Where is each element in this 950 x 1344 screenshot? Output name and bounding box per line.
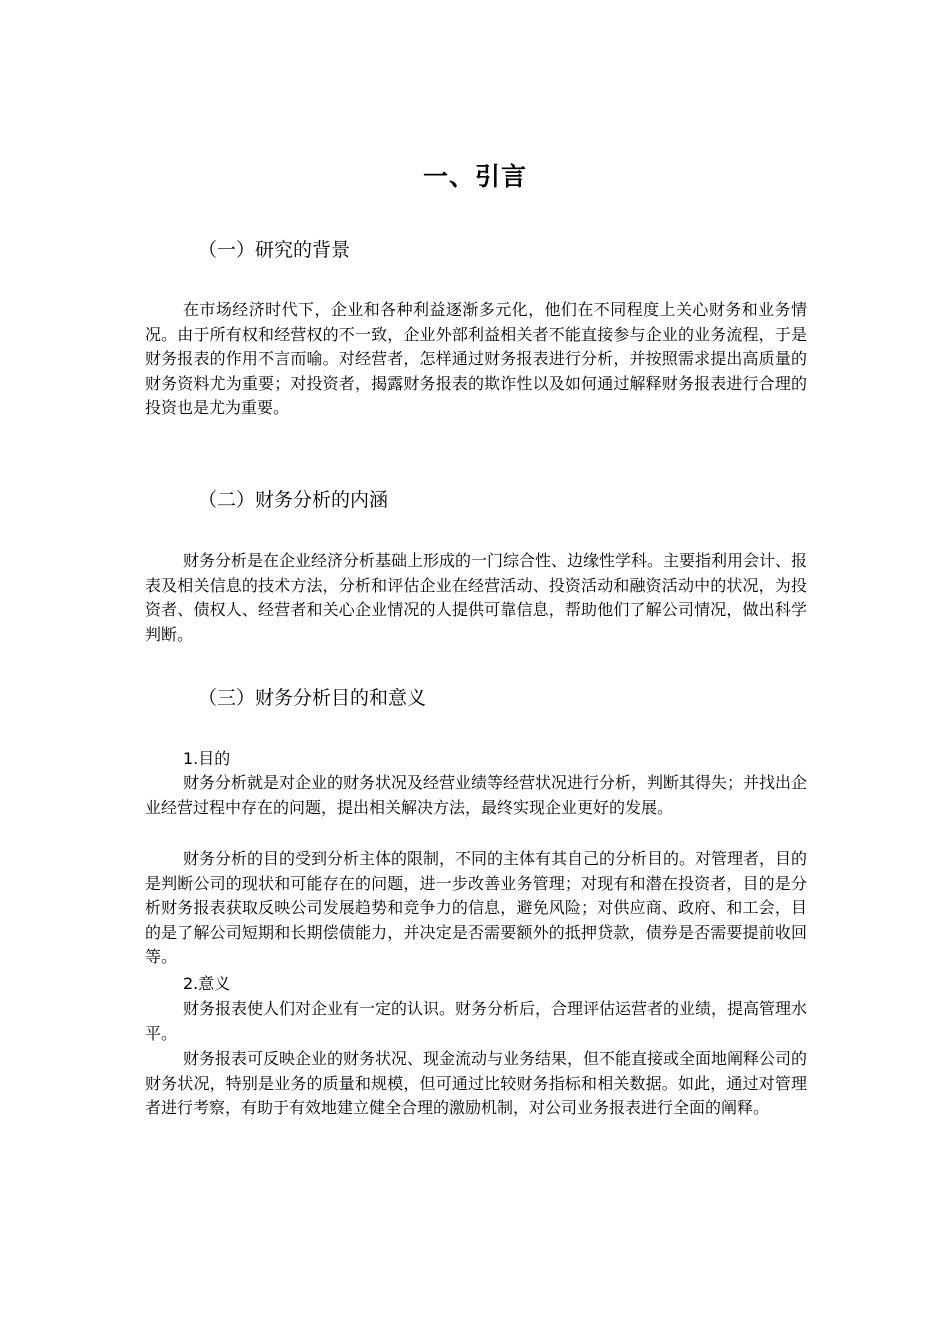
subheading-significance: 2.意义	[183, 974, 231, 993]
section-heading-background: （一）研究的背景	[198, 239, 351, 261]
paragraph-purpose-1: 财务分析就是对企业的财务状况及经营业绩等经营状况进行分析，判断其得失；并找出企业经营过程中存在的问题，提出相关解决方法，最终实现企业更好的发展。	[145, 773, 808, 817]
paragraph-connotation: 财务分析是在企业经济分析基础上形成的一门综合性、边缘性学科。主要指利用会计、报表及相关信息的技术方法，分析和评估企业在经营活动、投资活动和融资活动中的状况，为投资者、债权人、经营者和关心企业情况的人提供可靠信息，帮助他们了解公司情况，做出科学判断。	[145, 551, 808, 644]
paragraph-significance-2: 财务报表可反映企业的财务状况、现金流动与业务结果，但不能直接或全面地阐释公司的财务状况，特别是业务的质量和规模，但可通过比较财务指标和相关数据。如此，通过对管理者进行考察，有助于有效地建立健全合理的激励机制，对公司业务报表进行全面的阐释。	[145, 1049, 808, 1117]
paragraph-background: 在市场经济时代下，企业和各种利益逐渐多元化，他们在不同程度上关心财务和业务情况。由于所有权和经营权的不一致，企业外部利益相关者不能直接参与企业的业务流程，于是财务报表的作用不言而喻。对经营者，怎样通过财务报表进行分析，并按照需求提出高质量的财务资料尤为重要；对投资者，揭露财务报表的欺诈性以及如何通过解释财务报表进行合理的投资也是尤为重要。	[145, 300, 807, 417]
paragraph-significance-1: 财务报表使人们对企业有一定的认识。财务分析后，合理评估运营者的业绩，提高管理水平。	[145, 999, 808, 1043]
page-title: 一、引言	[422, 162, 527, 191]
paragraph-purpose-2: 财务分析的目的受到分析主体的限制，不同的主体有其自己的分析目的。对管理者，目的是判断公司的现状和可能存在的问题，进一步改善业务管理；对现有和潜在投资者，目的是分析财务报表获取反映公司发展趋势和竞争力的信息，避免风险；对供应商、政府、和工会，目的是了解公司短期和长期偿债能力，并决定是否需要额外的抵押贷款，债券是否需要提前收回等。	[145, 849, 808, 966]
subheading-purpose: 1.目的	[183, 749, 231, 768]
section-heading-connotation: （二）财务分析的内涵	[198, 489, 389, 511]
section-heading-purpose-significance: （三）财务分析目的和意义	[198, 687, 427, 709]
